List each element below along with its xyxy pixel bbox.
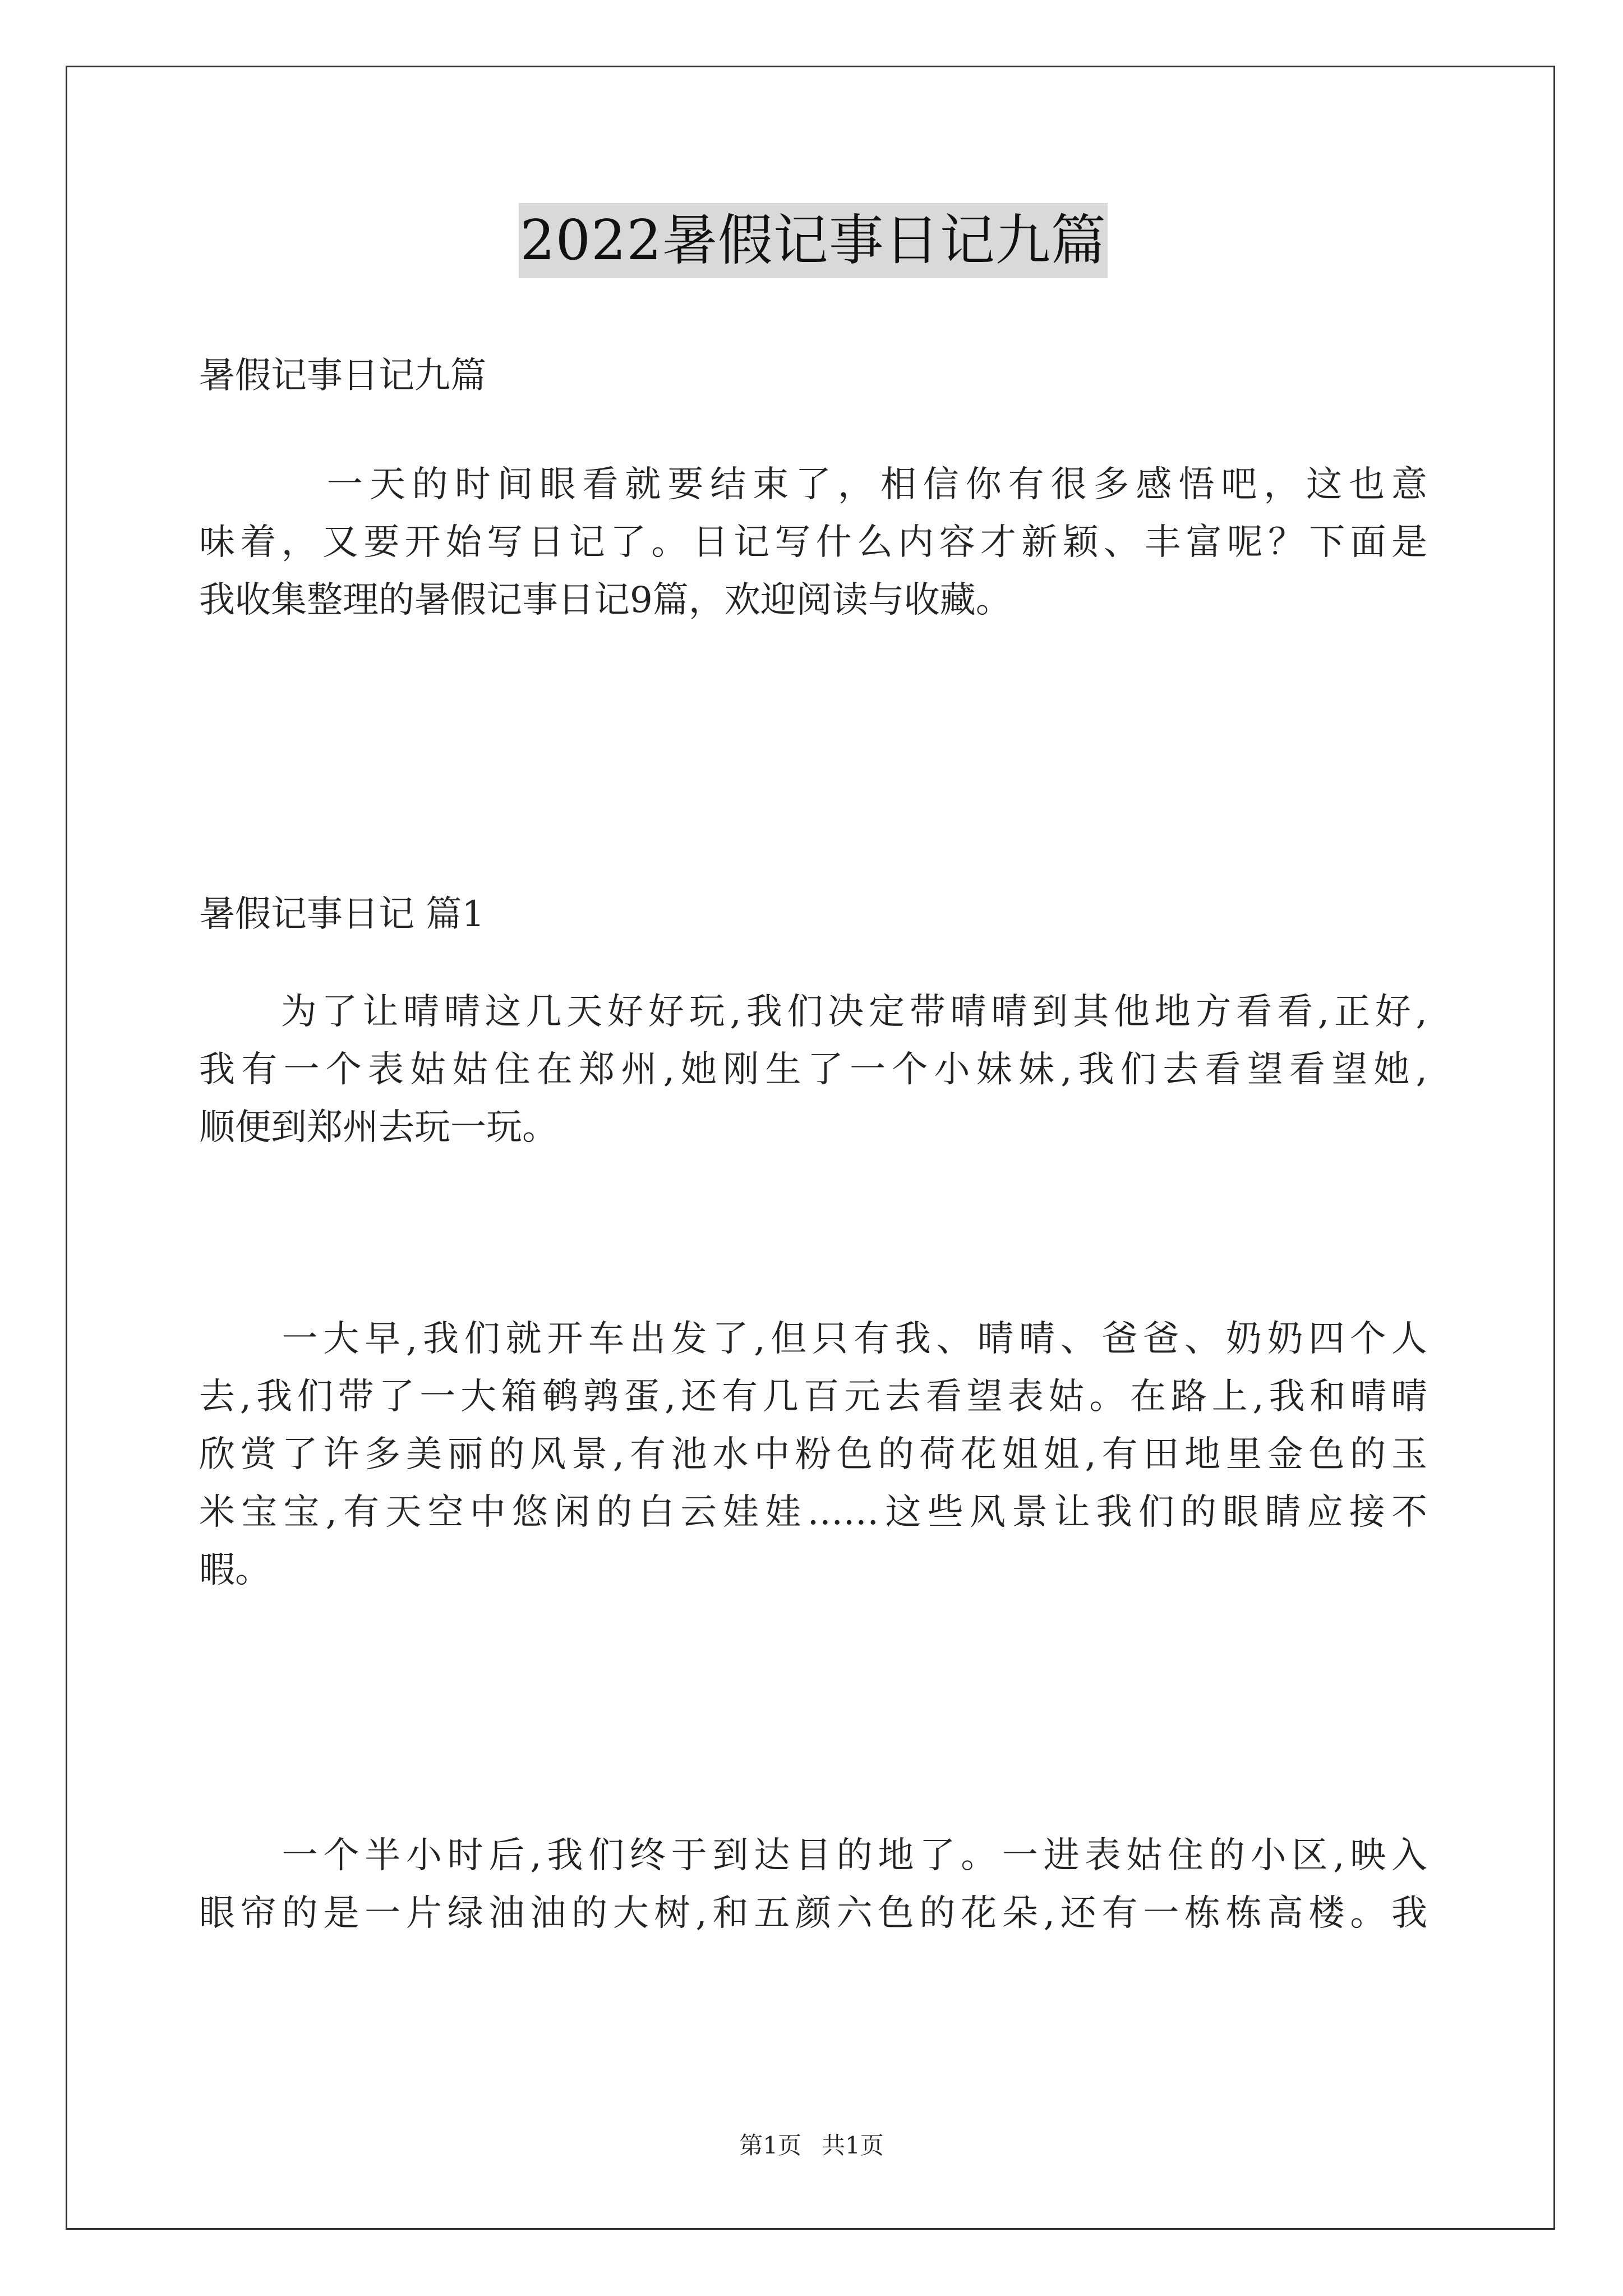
paragraph-line: 一个半小时后,我们终于到达目的地了。一进表姑住的小区,映入 [199, 1835, 1427, 1876]
paragraph-line: 我有一个表姑姑住在郑州,她刚生了一个小妹妹,我们去看望看望她, [199, 1049, 1427, 1091]
intro-line: 味着，又要开始写日记了。日记写什么内容才新颖、丰富呢？下面是 [199, 522, 1427, 563]
paragraph-line: 暇。 [199, 1549, 271, 1591]
paragraph-line: 去,我们带了一大箱鹌鹑蛋,还有几百元去看望表姑。在路上,我和晴晴 [199, 1376, 1427, 1418]
title-container [199, 203, 1427, 278]
document-subtitle: 暑假记事日记九篇 [199, 355, 486, 397]
document-title: 2022暑假记事日记九篇 [519, 203, 1107, 278]
page-footer [0, 2129, 1623, 2162]
paragraph-2 [199, 1310, 1427, 1599]
paragraph-3 [199, 1827, 1427, 1943]
page-total: 共1页 [822, 2132, 884, 2159]
paragraph-line: 欣赏了许多美丽的风景,有池水中粉色的荷花姐姐,有田地里金色的玉 [199, 1434, 1427, 1475]
paragraph-1 [199, 983, 1427, 1157]
paragraph-line: 眼帘的是一片绿油油的大树,和五颜六色的花朵,还有一栋栋高楼。我 [199, 1893, 1427, 1934]
paragraph-line: 为了让晴晴这几天好好玩,我们决定带晴晴到其他地方看看,正好, [199, 991, 1427, 1033]
intro-paragraph [199, 456, 1427, 629]
intro-line: 我收集整理的暑假记事日记9篇，欢迎阅读与收藏。 [199, 579, 1012, 621]
paragraph-line: 顺便到郑州去玩一玩。 [199, 1107, 558, 1148]
page-number: 第1页 [739, 2132, 801, 2159]
intro-line: 一天的时间眼看就要结束了，相信你有很多感悟吧，这也意 [199, 464, 1427, 505]
section-heading: 暑假记事日记 篇1 [199, 894, 485, 935]
paragraph-line: 米宝宝,有天空中悠闲的白云娃娃……这些风景让我们的眼睛应接不 [199, 1492, 1427, 1533]
paragraph-line: 一大早,我们就开车出发了,但只有我、晴晴、爸爸、奶奶四个人 [199, 1318, 1427, 1360]
